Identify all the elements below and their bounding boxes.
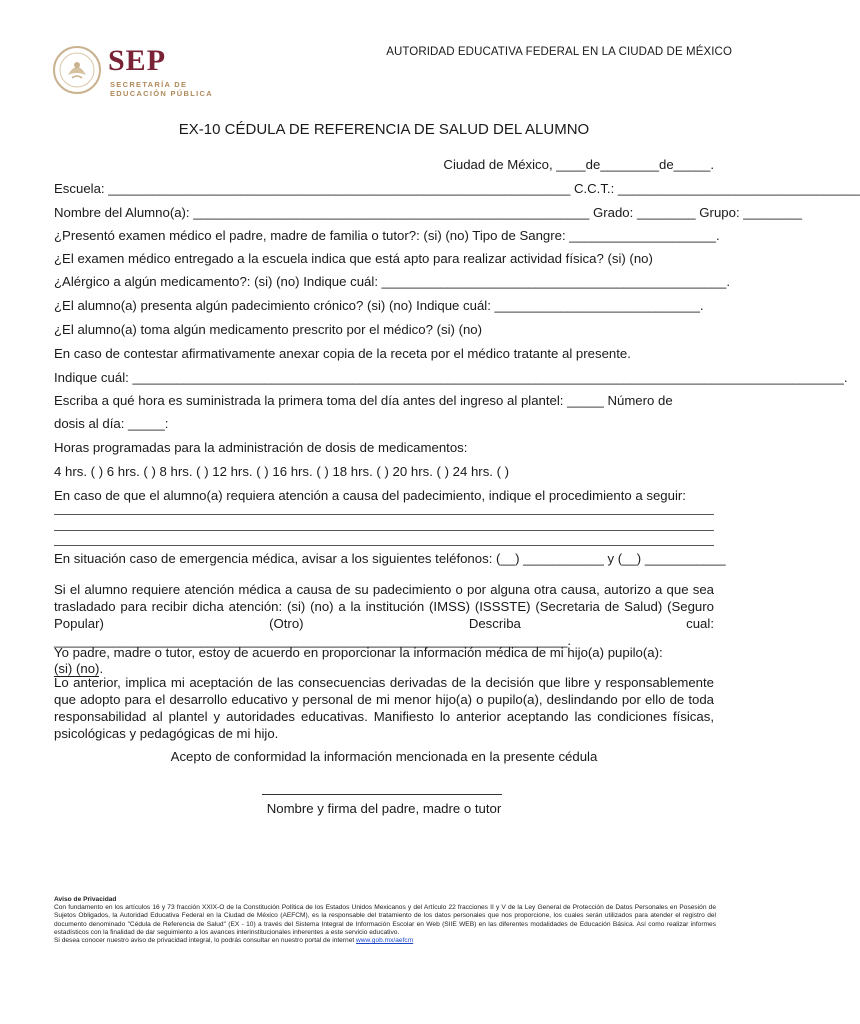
student-field[interactable]: Nombre del Alumno(a): ______________________________________________________ Grado: ________ Grupo: ________: [54, 205, 802, 220]
prescription-note: En caso de contestar afirmativamente anexar copia de la receta por el médico tratante al presente.: [54, 346, 631, 361]
sep-logo-text: SEP: [108, 44, 167, 77]
school-field[interactable]: Escuela: _______________________________________________________________ C.C.T.: _________________________________: [54, 181, 860, 196]
procedure-blank-line[interactable]: [54, 530, 714, 531]
transfer-authorization[interactable]: Si el alumno requiere atención médica a causa de su padecimiento o por alguna otra causa, autorizo a que sea trasladado para recibir dicha atención: (si) (no) a la institución (IMSS) (ISSSTE) (Secretaria de Salud) (Seguro Popular) (Otro) Describa cual: ______________________________________________________________________.: [54, 582, 714, 648]
first-dose-field[interactable]: Escriba a qué hora es suministrada la primera toma del día antes del ingreso al plantel: _____ Número de: [54, 393, 673, 408]
medication-question[interactable]: ¿El alumno(a) toma algún medicamento prescrito por el médico? (si) (no): [54, 322, 483, 337]
agree-options-text[interactable]: (si) (no): [54, 661, 100, 676]
signature-line[interactable]: [262, 794, 502, 795]
doses-per-day-field[interactable]: dosis al día: _____:: [54, 416, 169, 431]
hours-options[interactable]: 4 hrs. ( ) 6 hrs. ( ) 8 hrs. ( ) 12 hrs. ( ) 16 hrs. ( ) 18 hrs. ( ) 20 hrs. ( ) 24 hrs. ( ): [54, 464, 510, 479]
procedure-blank-line[interactable]: [54, 514, 714, 515]
privacy-title: Aviso de Privacidad: [54, 896, 117, 903]
agree-statement: Yo padre, madre o tutor, estoy de acuerdo en proporcionar la información médica de mi hijo(a) pupilo(a):: [54, 645, 663, 660]
privacy-notice: [54, 896, 716, 945]
exam-question[interactable]: ¿Presentó examen médico el padre, madre de familia o tutor?: (si) (no) Tipo de Sangre: ____________________.: [54, 228, 720, 243]
indicate-field[interactable]: Indique cuál: _________________________________________________________________________________________________.: [54, 370, 848, 385]
logo-subtitle-line1: SECRETARÍA DE: [110, 80, 188, 89]
acceptance-text: Acepto de conformidad la información mencionada en la presente cédula: [170, 749, 598, 764]
coat-of-arms-logo-icon: [52, 45, 102, 95]
allergy-question[interactable]: ¿Alérgico a algún medicamento?: (si) (no) Indique cuál: _______________________________________________.: [54, 274, 731, 289]
consequences-text: Lo anterior, implica mi aceptación de las consecuencias derivadas de la decisión que libre y responsablemente que adopto para el desarrollo educativo y personal de mi menor hijo(a) o pupilo(a), deslindando por ello de toda responsabilidad al plantel y autoridades educativas. Manifiesto lo anterior aceptando las condiciones físicas, psicológicas y pedagógicas de mi hijo.: [54, 675, 714, 741]
hours-title: Horas programadas para la administración de dosis de medicamentos:: [54, 440, 468, 455]
signature-label: Nombre y firma del padre, madre o tutor: [266, 801, 502, 816]
privacy-body: Con fundamento en los artículos 16 y 73 fracción XXIX-O de la Constitución Política de los Estados Unidos Mexicanos y del Artículo 22 fracciones II y V de la Ley General de Protección de Datos Personales en Posesión de Sujetos Obligados, la Autoridad Educativa Federal en la Ciudad de México (AEFCM), es la responsable del tratamiento de los datos personales que nos proporcione, los cuales serán utilizados para atender el registro del documento denominado "Cédula de Referencia de Salud" (EX - 10) a través del Sistema Integral de Información Escolar en Web (SIIE WEB) en las diferentes modalidades de Educación Básica. Así como realizar informes estadísticos con la finalidad de dar seguimiento a los avances interinstitucionales inherentes a este servicio educativo.: [54, 904, 716, 936]
privacy-link-intro: Si desea conocer nuestro aviso de privacidad integral, lo podrás consultar en nuestro portal de internet: [54, 937, 357, 945]
logo-subtitle-line2: EDUCACIÓN PÚBLICA: [110, 89, 213, 98]
procedure-blank-line[interactable]: [54, 545, 714, 546]
agree-options[interactable]: (si) (no).: [54, 661, 104, 676]
privacy-link[interactable]: www.gob.mx/aefcm: [356, 937, 414, 945]
date-field[interactable]: Ciudad de México, ____de________de_____.: [443, 157, 714, 172]
emergency-phones-field[interactable]: En situación caso de emergencia médica, avisar a los siguientes teléfonos: (__) ___________ y (__) ___________: [54, 551, 726, 566]
apto-question[interactable]: ¿El examen médico entregado a la escuela indica que está apto para realizar actividad física? (si) (no): [54, 251, 653, 266]
form-title: EX-10 CÉDULA DE REFERENCIA DE SALUD DEL ALUMNO: [178, 121, 590, 138]
chronic-question[interactable]: ¿El alumno(a) presenta algún padecimiento crónico? (si) (no) Indique cuál: ____________________________.: [54, 298, 704, 313]
procedure-question: En caso de que el alumno(a) requiera atención a causa del padecimiento, indique el procedimiento a seguir:: [54, 488, 686, 503]
authority-header: AUTORIDAD EDUCATIVA FEDERAL EN LA CIUDAD DE MÉXICO: [386, 46, 732, 58]
